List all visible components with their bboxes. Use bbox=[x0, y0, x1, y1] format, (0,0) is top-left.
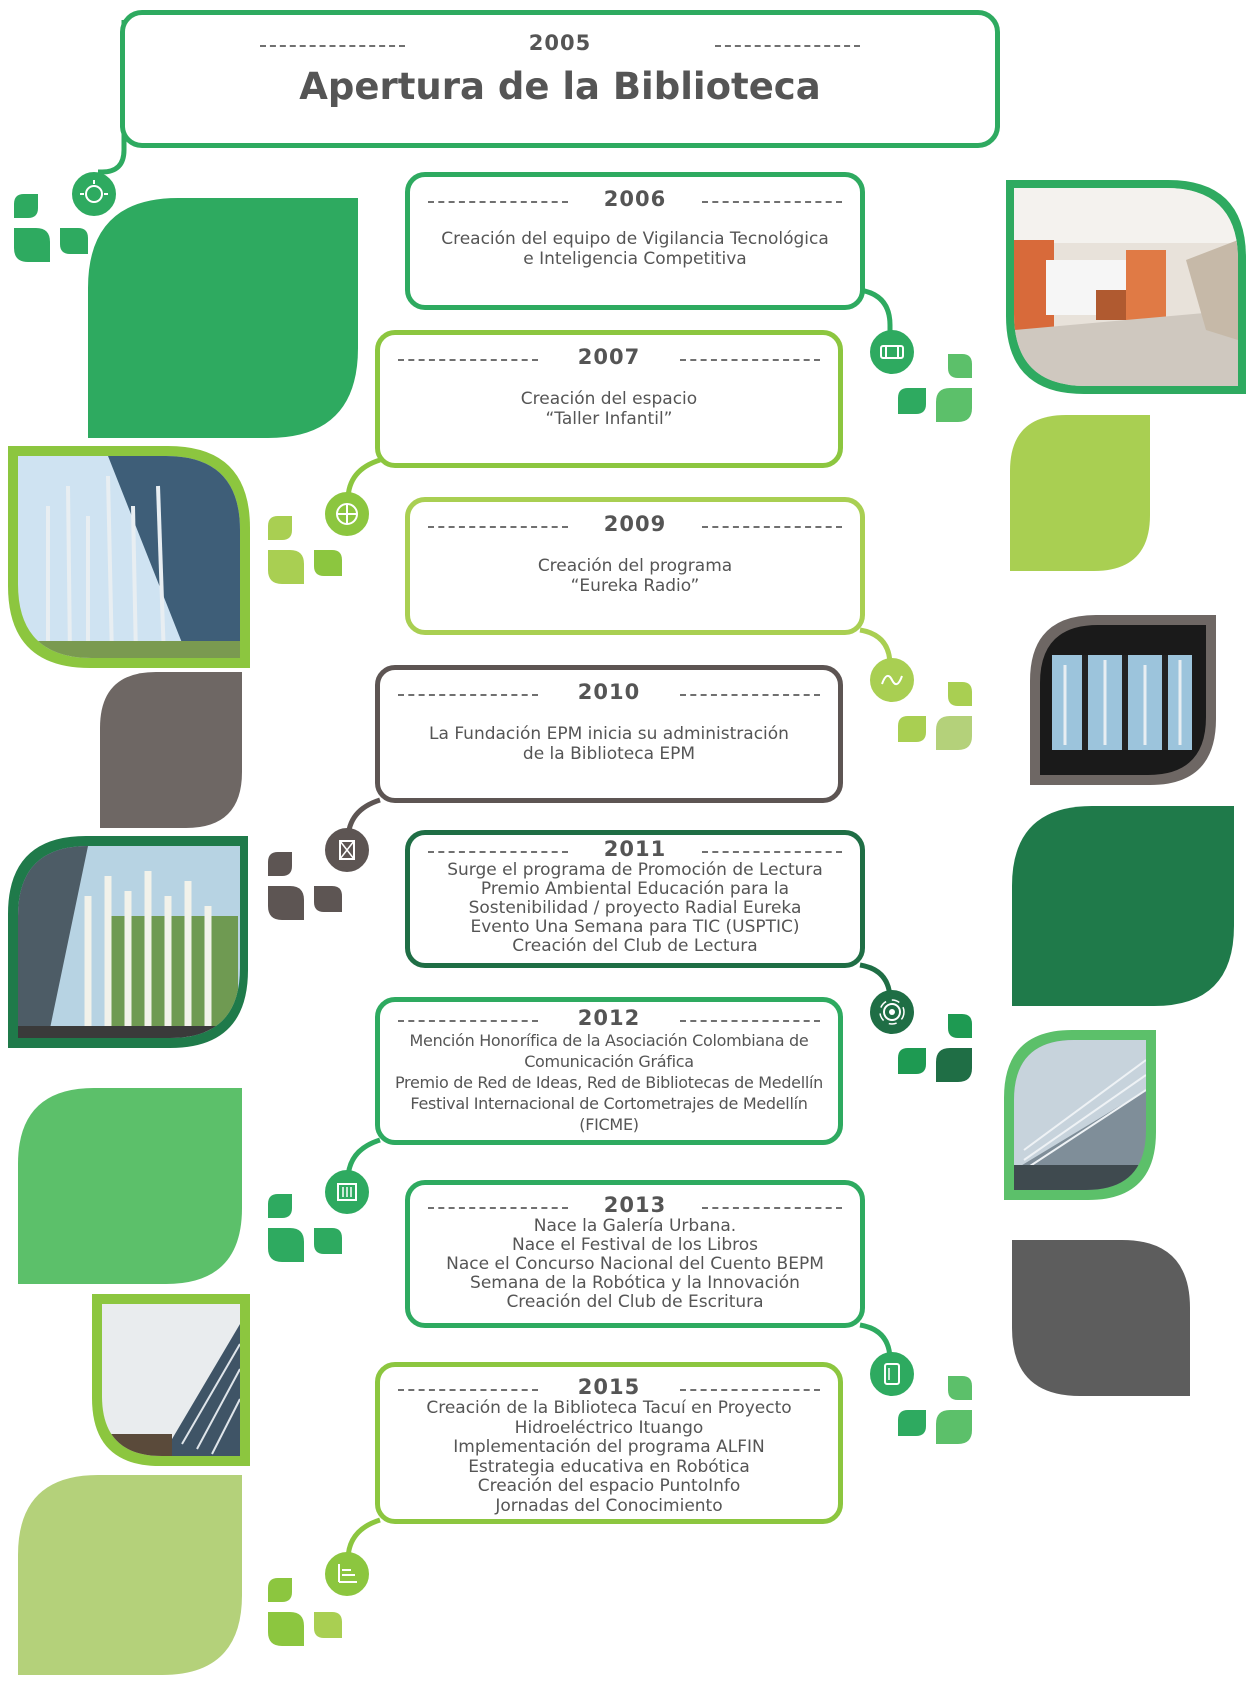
dash-right bbox=[680, 694, 820, 696]
leaf-shape bbox=[18, 1088, 242, 1284]
photo-reading-room bbox=[92, 1294, 250, 1466]
event-text: Implementación del programa ALFIN bbox=[453, 1437, 765, 1457]
event-2012 bbox=[375, 997, 843, 1145]
dash-right bbox=[715, 45, 860, 47]
dash-right bbox=[702, 201, 842, 203]
event-text: de la Biblioteca EPM bbox=[522, 744, 696, 764]
event-year: 2013 bbox=[603, 1193, 667, 1217]
event-year: 2007 bbox=[577, 345, 641, 369]
leaf-cluster bbox=[266, 1576, 348, 1658]
event-text: (FICME) bbox=[579, 1115, 639, 1134]
leaf-shape bbox=[100, 672, 242, 828]
leaf-cluster bbox=[892, 1374, 974, 1456]
event-text: Nace el Concurso Nacional del Cuento BEPM bbox=[446, 1254, 824, 1274]
leaf-cluster bbox=[892, 1012, 974, 1094]
event-text: Hidroeléctrico Ituango bbox=[514, 1417, 704, 1438]
photo-building-glass bbox=[8, 446, 250, 668]
dash-left bbox=[398, 694, 538, 696]
dash-left bbox=[398, 1020, 538, 1022]
dash-right bbox=[680, 359, 820, 361]
event-text: e Inteligencia Competitiva bbox=[523, 249, 747, 269]
event-text: Creación del programa bbox=[537, 556, 733, 576]
dash-left bbox=[428, 1207, 568, 1209]
event-text: Creación de la Biblioteca Tacuí en Proyecto bbox=[426, 1398, 792, 1418]
event-text: Premio de Red de Ideas, Red de Bibliotecas de Medellín bbox=[394, 1073, 823, 1092]
leaf-shape bbox=[1010, 415, 1150, 571]
event-text: Creación del Club de Escritura bbox=[506, 1292, 764, 1312]
event-text: Sostenibilidad / proyecto Radial Eureka bbox=[468, 898, 802, 918]
dash-left bbox=[428, 851, 568, 853]
event-text: Creación del equipo de Vigilancia Tecnológica bbox=[441, 229, 829, 249]
event-year: 2010 bbox=[577, 680, 641, 704]
leaf-shape bbox=[1012, 1240, 1190, 1396]
dash-left bbox=[398, 359, 538, 361]
leaf-cluster bbox=[266, 850, 348, 932]
header-box bbox=[120, 10, 1000, 148]
event-2009 bbox=[405, 497, 865, 635]
event-text: Surge el programa de Promoción de Lectura bbox=[447, 860, 823, 880]
dash-right bbox=[680, 1389, 820, 1391]
event-text: Evento Una Semana para TIC (USPTIC) bbox=[470, 917, 800, 937]
event-text: Festival Internacional de Cortometrajes de Medellín bbox=[410, 1094, 808, 1113]
leaf-shape bbox=[18, 1475, 242, 1675]
event-text: Creación del espacio bbox=[520, 389, 698, 409]
dash-right bbox=[702, 1207, 842, 1209]
event-year: 2015 bbox=[577, 1375, 641, 1399]
leaf-cluster bbox=[266, 514, 348, 596]
dash-right bbox=[680, 1020, 820, 1022]
leaf-cluster bbox=[892, 352, 974, 434]
dash-left bbox=[428, 526, 568, 528]
event-text: Creación del espacio PuntoInfo bbox=[477, 1476, 741, 1496]
photo-window-frame bbox=[1030, 615, 1216, 785]
event-text: Semana de la Robótica y la Innovación bbox=[470, 1273, 800, 1293]
photo-columns-exterior bbox=[8, 836, 248, 1048]
event-text: “Eureka Radio” bbox=[570, 576, 700, 596]
dash-right bbox=[702, 526, 842, 528]
event-text: Nace la Galería Urbana. bbox=[533, 1216, 737, 1236]
photo-library-interior bbox=[1006, 180, 1246, 394]
event-text: Creación del Club de Lectura bbox=[512, 936, 758, 956]
event-text: “Taller Infantil” bbox=[545, 409, 673, 429]
event-text: Nace el Festival de los Libros bbox=[512, 1235, 758, 1255]
dash-left bbox=[260, 45, 405, 47]
dash-left bbox=[398, 1389, 538, 1391]
event-2007 bbox=[375, 330, 843, 468]
photo-atrium-glass bbox=[1004, 1030, 1156, 1200]
event-year: 2012 bbox=[577, 1006, 641, 1030]
event-2006 bbox=[405, 172, 865, 310]
event-year: 2011 bbox=[603, 837, 667, 861]
event-2013 bbox=[405, 1180, 865, 1328]
leaf-cluster bbox=[266, 1192, 348, 1274]
event-year: 2006 bbox=[603, 187, 667, 211]
dash-left bbox=[428, 201, 568, 203]
page-title: Apertura de la Biblioteca bbox=[299, 65, 821, 108]
event-text: La Fundación EPM inicia su administración bbox=[429, 724, 789, 744]
event-year: 2009 bbox=[603, 512, 667, 536]
event-text: Estrategia educativa en Robótica bbox=[468, 1456, 750, 1477]
event-text: Comunicación Gráfica bbox=[524, 1052, 694, 1071]
event-text: Jornadas del Conocimiento bbox=[495, 1495, 723, 1516]
leaf-shape bbox=[88, 198, 358, 438]
leaf-cluster bbox=[12, 192, 94, 274]
event-text: Premio Ambiental Educación para la bbox=[480, 879, 790, 899]
leaf-cluster bbox=[892, 680, 974, 762]
header-year: 2005 bbox=[528, 31, 592, 55]
leaf-shape bbox=[1012, 806, 1234, 1006]
event-2011 bbox=[405, 830, 865, 968]
event-text: Mención Honorífica de la Asociación Colombiana de bbox=[409, 1031, 809, 1050]
dash-right bbox=[702, 851, 842, 853]
event-2015 bbox=[375, 1362, 843, 1524]
event-2010 bbox=[375, 665, 843, 803]
